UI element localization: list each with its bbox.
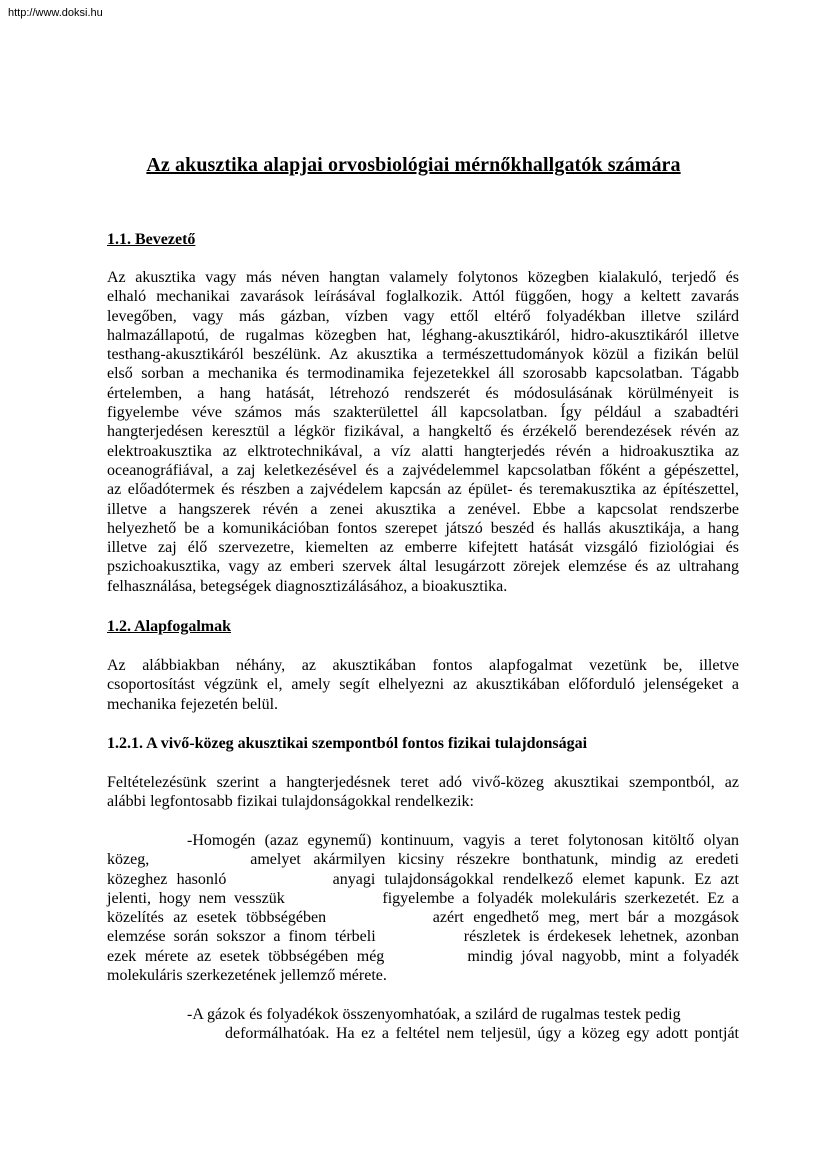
alapfogalmak-paragraph-line: Az alábbiakban néhány, az akusztikában fontos alapfogalmat vezetünk be, illetve — [107, 657, 739, 674]
line-segment: anyagi tulajdonságokkal rendelkező elemet kapunk. Ez azt — [332, 870, 739, 888]
list-item-homogen-line — [107, 889, 739, 908]
intro-paragraph-line: illetve zaj élő szervezetre, kiemelten az emberre kifejtett hatását vizsgáló fiziológiai és — [107, 539, 739, 557]
list-item-homogen-last-line: molekuláris szerkezetének jellemző mérete. — [107, 967, 387, 985]
section-heading-alapfogalmak: 1.2. Alapfogalmak — [107, 618, 232, 635]
intro-paragraph-line: illetve a hangszerek révén a zenei akusztika a zenével. Ebbe a kapcsolat rendszerbe — [107, 500, 739, 518]
list-item-homogen — [107, 831, 739, 985]
feltetel-paragraph-line: Feltételezésünk szerint a hangterjedésnek teret adó vivő-közeg akusztikai szempontból, az — [107, 774, 739, 791]
intro-paragraph-line: levegőben, vagy más gázban, vízben vagy ettől eltérő folyadékban illetve szilárd — [107, 307, 739, 325]
line-segment: közeghez hasonló — [107, 870, 227, 888]
intro-paragraph-line: testhang-akusztikáról beszélünk. Az akusztika a természettudományok közül a fizikán belül — [107, 346, 739, 364]
line-segment: közeg, — [107, 851, 150, 869]
intro-paragraph-line: oceanográfiával, a zaj keletkezésével és a zajvédelemmel kapcsolatban főként a gépészettel, — [107, 461, 739, 479]
feltetel-paragraph-line: alábbi legfontosabb fizikai tulajdonságokkal rendelkezik: — [107, 793, 474, 811]
intro-paragraph-line: figyelembe véve számos más szakterülettel áll kapcsolatban. Így például a szabadtéri — [107, 404, 739, 422]
intro-paragraph-line: felhasználása, betegségek diagnosztizálásához, a bioakusztika. — [107, 577, 508, 595]
alapfogalmak-paragraph-line: csoportosítást végzünk el, amely segít elhelyezni az akusztikában előforduló jelenségeket a — [107, 676, 739, 694]
line-segment: részletek is érdekesek lehetnek, azonban — [463, 928, 740, 946]
alapfogalmak-paragraph-line: mechanika fejezetén belül. — [107, 695, 279, 713]
feltetel-paragraph — [107, 773, 739, 812]
alapfogalmak-paragraph — [107, 656, 739, 714]
intro-paragraph-line: elektroakusztika az elktrotechnikával, a víz alatti hangterjedés révén a hidroakusztika az — [107, 442, 739, 460]
list-item-homogen-line — [107, 908, 739, 927]
intro-paragraph-line: hangterjedésen keresztül a légkör fizikával, a hangkeltő és érzékelő berendezések révén az — [107, 423, 739, 441]
list-item-osszenyomhato-first-line: -A gázok és folyadékok összenyomhatóak, a szilárd de rugalmas testek pedig — [187, 1006, 681, 1023]
line-segment: jelenti, hogy nem vesszük — [107, 889, 285, 907]
intro-paragraph-line: elhaló mechanikai zavarások leírásával foglalkozik. Attól függően, hogy a keltett zavarás — [107, 288, 739, 306]
intro-paragraph-line: helyezhető be a komunikációban fontos szerepet játszó beszéd és hallás akusztikája, a hang — [107, 519, 739, 537]
line-segment: elemzése során sokszor a finom térbeli — [107, 928, 376, 946]
list-item-homogen-line — [107, 870, 739, 889]
line-segment: figyelembe a folyadék molekuláris szerkezetét. Ez a — [382, 889, 740, 907]
subsection-heading-tulajdonsagok: 1.2.1. A vivő-közeg akusztikai szempontból fontos fizikai tulajdonságai — [107, 735, 588, 752]
document-title: Az akusztika alapjai orvosbiológiai mérnőkhallgatók számára — [146, 154, 681, 176]
intro-paragraph-line: Az akusztika vagy más néven hangtan valamely folytonos közegben kialakuló, terjedő és — [107, 269, 739, 286]
line-segment: mindig jóval nagyobb, mint a folyadék — [467, 947, 740, 965]
list-item-homogen-first-line: -Homogén (azaz egynemű) kontinuum, vagyis a teret folytonosan kitöltő olyan — [187, 832, 739, 849]
intro-paragraph — [107, 268, 739, 596]
line-segment: amelyet akármilyen kicsiny részekre bonthatunk, mindig az eredeti — [250, 851, 740, 869]
intro-paragraph-line: az előadótermek és részben a zajvédelem kapcsán az épület- és teremakusztika az építészettel, — [107, 481, 739, 499]
line-segment: közelítés az esetek többségében — [107, 909, 327, 927]
intro-paragraph-line: halmazállapotú, de rugalmas közegben hat, léghang-akusztikáról, hidro-akusztikáról illetve — [107, 326, 739, 344]
list-item-homogen-line — [107, 850, 739, 869]
intro-paragraph-line: értelemben, a hang hatását, létrehozó rendszerét és módosulásának körülményeit is — [107, 384, 739, 402]
section-heading-bevezeto: 1.1. Bevezető — [107, 231, 196, 248]
line-segment: azért engedhető meg, mert bár a mozgások — [432, 909, 740, 927]
line-segment: ezek mérete az esetek többségében még — [107, 947, 385, 965]
list-item-homogen-line — [107, 947, 739, 966]
intro-paragraph-line: pszichoakusztika, vagy az emberi szervek által lesugárzott zörejek elemzése és az ultrahang — [107, 558, 739, 576]
list-item-osszenyomhato — [107, 1005, 739, 1044]
source-url[interactable]: http://www.doksi.hu — [8, 7, 103, 19]
list-item-osszenyomhato-second-line: deformálhatóak. Ha ez a feltétel nem teljesül, úgy a közeg egy adott pontját — [225, 1025, 739, 1043]
list-item-homogen-line — [107, 927, 739, 946]
intro-paragraph-line: első sorban a mechanika és termodinamika fejezetekkel áll szorosabb kapcsolatban. Tágabb — [107, 365, 739, 383]
